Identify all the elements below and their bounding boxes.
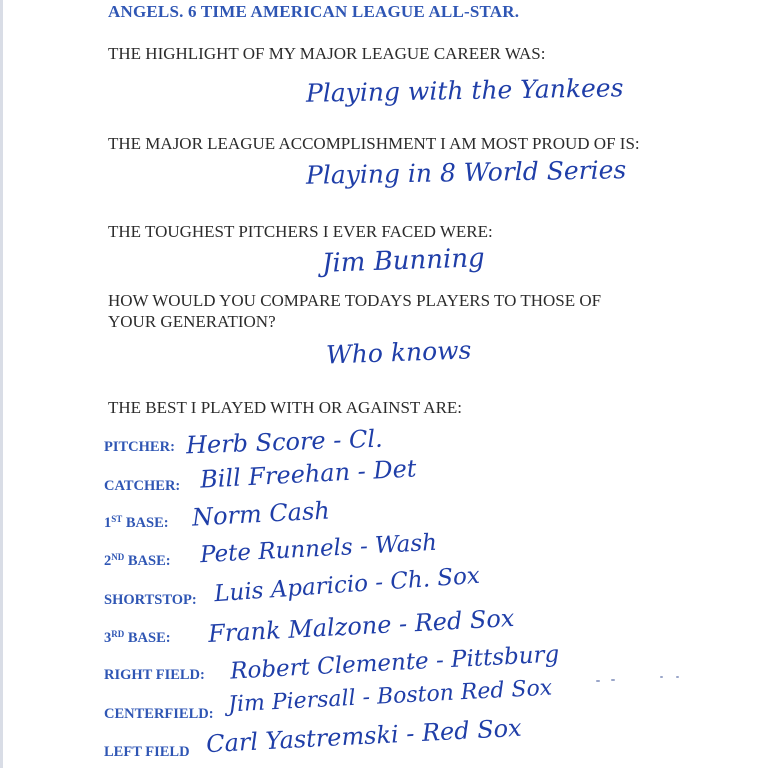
- question-pitchers: THE TOUGHEST PITCHERS I EVER FACED WERE:: [108, 222, 493, 241]
- scan-speck: [611, 679, 615, 681]
- best-heading: THE BEST I PLAYED WITH OR AGAINST ARE:: [108, 398, 463, 417]
- position-pitcher-label: PITCHER:: [104, 439, 175, 455]
- page-heading: ANGELS. 6 TIME AMERICAN LEAGUE ALL-STAR.: [108, 2, 520, 21]
- answer-accomplishment: Playing in 8 World Series: [305, 155, 627, 190]
- scan-speck: [676, 676, 679, 678]
- position-left-field-label: LEFT FIELD: [104, 744, 190, 760]
- position-first-base-answer: Norm Cash: [191, 496, 331, 532]
- scan-edge: [0, 0, 3, 768]
- question-accomplishment: THE MAJOR LEAGUE ACCOMPLISHMENT I AM MOST PROUD OF IS:: [108, 134, 640, 153]
- answer-highlight: Playing with the Yankees: [305, 73, 624, 108]
- position-catcher-label: CATCHER:: [104, 478, 181, 494]
- position-right-field-answer: Robert Clemente - Pittsburg: [229, 641, 560, 685]
- position-shortstop-answer: Luis Aparicio - Ch. Sox: [213, 562, 481, 608]
- position-left-field-answer: Carl Yastremski - Red Sox: [205, 713, 523, 759]
- position-catcher-answer: Bill Freehan - Det: [199, 454, 418, 494]
- scan-speck: [596, 680, 600, 682]
- question-compare-line2: YOUR GENERATION?: [108, 312, 276, 331]
- question-highlight: THE HIGHLIGHT OF MY MAJOR LEAGUE CAREER WAS:: [108, 44, 546, 63]
- position-third-base-answer: Frank Malzone - Red Sox: [207, 604, 515, 648]
- position-second-base-answer: Pete Runnels - Wash: [199, 529, 438, 569]
- position-right-field-label: RIGHT FIELD:: [104, 667, 205, 683]
- position-first-base-label: 1ST BASE:: [104, 514, 169, 531]
- answer-pitchers: Jim Bunning: [321, 243, 486, 279]
- position-shortstop-label: SHORTSTOP:: [104, 592, 197, 608]
- position-centerfield-label: CENTERFIELD:: [104, 706, 214, 722]
- position-centerfield-answer: Jim Piersall - Boston Red Sox: [227, 675, 553, 718]
- position-third-base-label: 3RD BASE:: [104, 629, 171, 646]
- position-second-base-label: 2ND BASE:: [104, 552, 171, 569]
- scan-speck: [660, 676, 663, 678]
- answer-compare: Who knows: [325, 335, 472, 370]
- position-pitcher-answer: Herb Score - Cl.: [185, 424, 384, 460]
- question-compare-line1: HOW WOULD YOU COMPARE TODAYS PLAYERS TO THOSE OF: [108, 291, 602, 310]
